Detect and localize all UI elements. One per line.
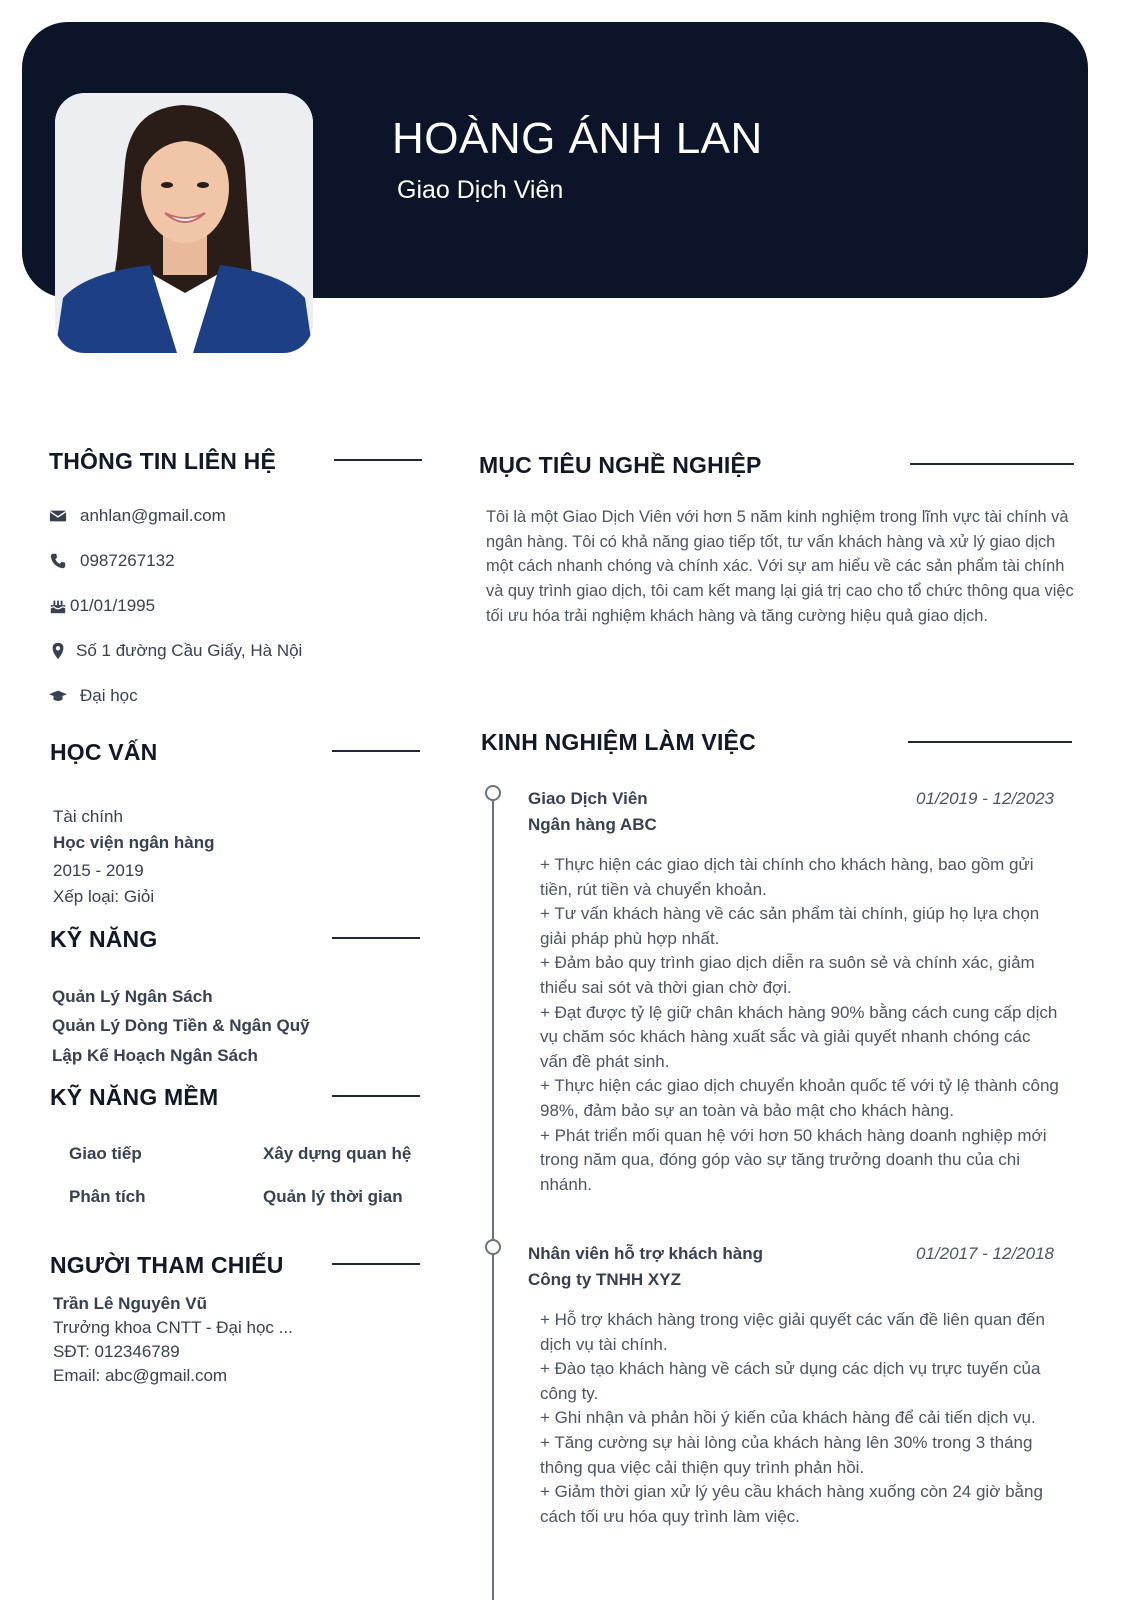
contact-phone-row [48, 551, 175, 571]
skills-section-title: KỸ NĂNG [50, 926, 158, 952]
reference-section-title: NGƯỜI THAM CHIẾU [50, 1252, 284, 1278]
contact-email[interactable]: anhlan@gmail.com [80, 506, 226, 525]
education-section-title: HỌC VẤN [50, 739, 158, 765]
objective-text: Tôi là một Giao Dịch Viên với hơn 5 năm kinh nghiệm trong lĩnh vực tài chính và ngân hàng. Tôi có khả năng giao tiếp tốt, tư vấn khách hàng và xử lý giao dịch một cách nhanh chóng và chính xác. Với sự am hiểu về các sản phẩm tài chính và quy trình giao dịch, tôi cam kết mang lại giá trị cao cho tổ chức thông qua việc tối ưu hóa trải nghiệm khách hàng và tăng cường hiệu quả giao dịch. [486, 508, 1074, 625]
job-bullet: + Thực hiện các giao dịch tài chính cho khách hàng, bao gồm gửi tiền, rút tiền và chuyển khoản. [540, 855, 1034, 899]
contact-email-row [48, 506, 226, 526]
skill-item: Quản Lý Ngân Sách [52, 987, 213, 1006]
contact-address: Số 1 đường Cầu Giấy, Hà Nội [76, 641, 303, 660]
contact-section-rule [334, 459, 422, 461]
birthday-cake-icon [48, 596, 68, 616]
education-years: 2015 - 2019 [53, 861, 144, 880]
job-company: Công ty TNHH XYZ [528, 1270, 681, 1289]
timeline-dot [485, 1239, 501, 1255]
job-bullet: + Phát triển mối quan hệ với hơn 50 khách hàng doanh nghiệp mới trong năm qua, đóng góp vào sự tăng trưởng doanh thu của chi nhánh. [540, 1125, 1047, 1194]
envelope-icon [48, 506, 68, 526]
job-role: Nhân viên hỗ trợ khách hàng [528, 1244, 764, 1263]
job-bullet: + Đạt được tỷ lệ giữ chân khách hàng 90% bằng cách cung cấp dịch vụ chăm sóc khách hàng xuất sắc và giải quyết nhanh chóng các vấn đề phát sinh. [540, 1002, 1058, 1071]
reference-position: Trưởng khoa CNTT - Đại học ... [53, 1318, 293, 1337]
job-bullet: + Tư vấn khách hàng về các sản phẩm tài chính, giúp họ lựa chọn giải pháp phù hợp nhất. [540, 904, 1040, 948]
job-role: Giao Dịch Viên [528, 789, 648, 808]
timeline-line [492, 800, 494, 1600]
objective-section-rule [910, 463, 1074, 465]
job-bullet: + Thực hiện các giao dịch chuyển khoản quốc tế với tỷ lệ thành công 98%, đảm bảo sự an toàn và bảo mật cho khách hàng. [540, 1076, 1059, 1120]
contact-phone: 0987267132 [80, 551, 175, 570]
job-description [540, 853, 1060, 1197]
soft-skill-item: Xây dựng quan hệ [263, 1144, 412, 1163]
contact-education-level: Đại học [80, 686, 138, 705]
job-bullet: + Đào tạo khách hàng về cách sử dụng các dịch vụ trực tuyến của công ty. [540, 1359, 1041, 1403]
job-bullet: + Ghi nhận và phản hồi ý kiến của khách hàng để cải tiến dịch vụ. [540, 1408, 1036, 1428]
job-bullet: + Tăng cường sự hài lòng của khách hàng lên 30% trong 3 tháng thông qua việc cải thiện quy trình phản hồi. [540, 1432, 1033, 1477]
experience-section-title: KINH NGHIỆM LÀM VIỆC [481, 729, 756, 755]
job-bullet: + Hỗ trợ khách hàng trong việc giải quyết các vấn đề liên quan đến dịch vụ tài chính. [540, 1310, 1045, 1354]
education-section-rule [332, 750, 420, 752]
education-grade: Xếp loại: Giỏi [53, 887, 155, 906]
skill-item: Quản Lý Dòng Tiền & Ngân Quỹ [52, 1016, 310, 1035]
reference-phone: SĐT: 012346789 [53, 1342, 180, 1361]
job-dates: 01/2017 - 12/2018 [915, 1244, 1054, 1263]
contact-birthday: 01/01/1995 [70, 596, 156, 615]
job-dates: 01/2019 - 12/2023 [915, 789, 1054, 808]
reference-name: Trần Lê Nguyên Vũ [53, 1294, 207, 1313]
education-major: Tài chính [53, 807, 123, 826]
reference-section-rule [332, 1263, 420, 1265]
job-company: Ngân hàng ABC [528, 815, 657, 834]
profile-photo [55, 93, 313, 353]
job-bullet: + Đảm bảo quy trình giao dịch diễn ra suôn sẻ và chính xác, giảm thiểu sai sót và thời gian chờ đợi. [540, 953, 1035, 997]
skills-section-rule [332, 937, 420, 939]
soft-skill-item: Phân tích [69, 1187, 146, 1206]
graduation-cap-icon [48, 686, 68, 706]
contact-birthday-row [48, 596, 155, 616]
soft-skills-section-rule [332, 1095, 420, 1097]
phone-icon [48, 551, 68, 571]
objective-section-title: MỤC TIÊU NGHỀ NGHIỆP [479, 452, 762, 478]
contact-section-title: THÔNG TIN LIÊN HỆ [49, 448, 277, 474]
soft-skill-item: Quản lý thời gian [263, 1187, 403, 1206]
soft-skill-item: Giao tiếp [69, 1144, 142, 1163]
candidate-name: HOÀNG ÁNH LAN [392, 114, 763, 163]
contact-address-row [48, 641, 302, 661]
job-bullet: + Giảm thời gian xử lý yêu cầu khách hàng xuống còn 24 giờ bằng cách tối ưu hóa quy trình làm việc. [540, 1482, 1043, 1526]
education-school: Học viện ngân hàng [53, 833, 215, 852]
job-description [540, 1308, 1060, 1529]
candidate-job-title: Giao Dịch Viên [397, 176, 564, 204]
experience-section-rule [908, 741, 1072, 743]
contact-education-row [48, 686, 138, 706]
soft-skills-section-title: KỸ NĂNG MỀM [50, 1084, 219, 1110]
skill-item: Lập Kế Hoạch Ngân Sách [52, 1046, 258, 1065]
map-pin-icon [48, 641, 68, 661]
timeline-dot [485, 785, 501, 801]
reference-email: Email: abc@gmail.com [53, 1366, 228, 1385]
